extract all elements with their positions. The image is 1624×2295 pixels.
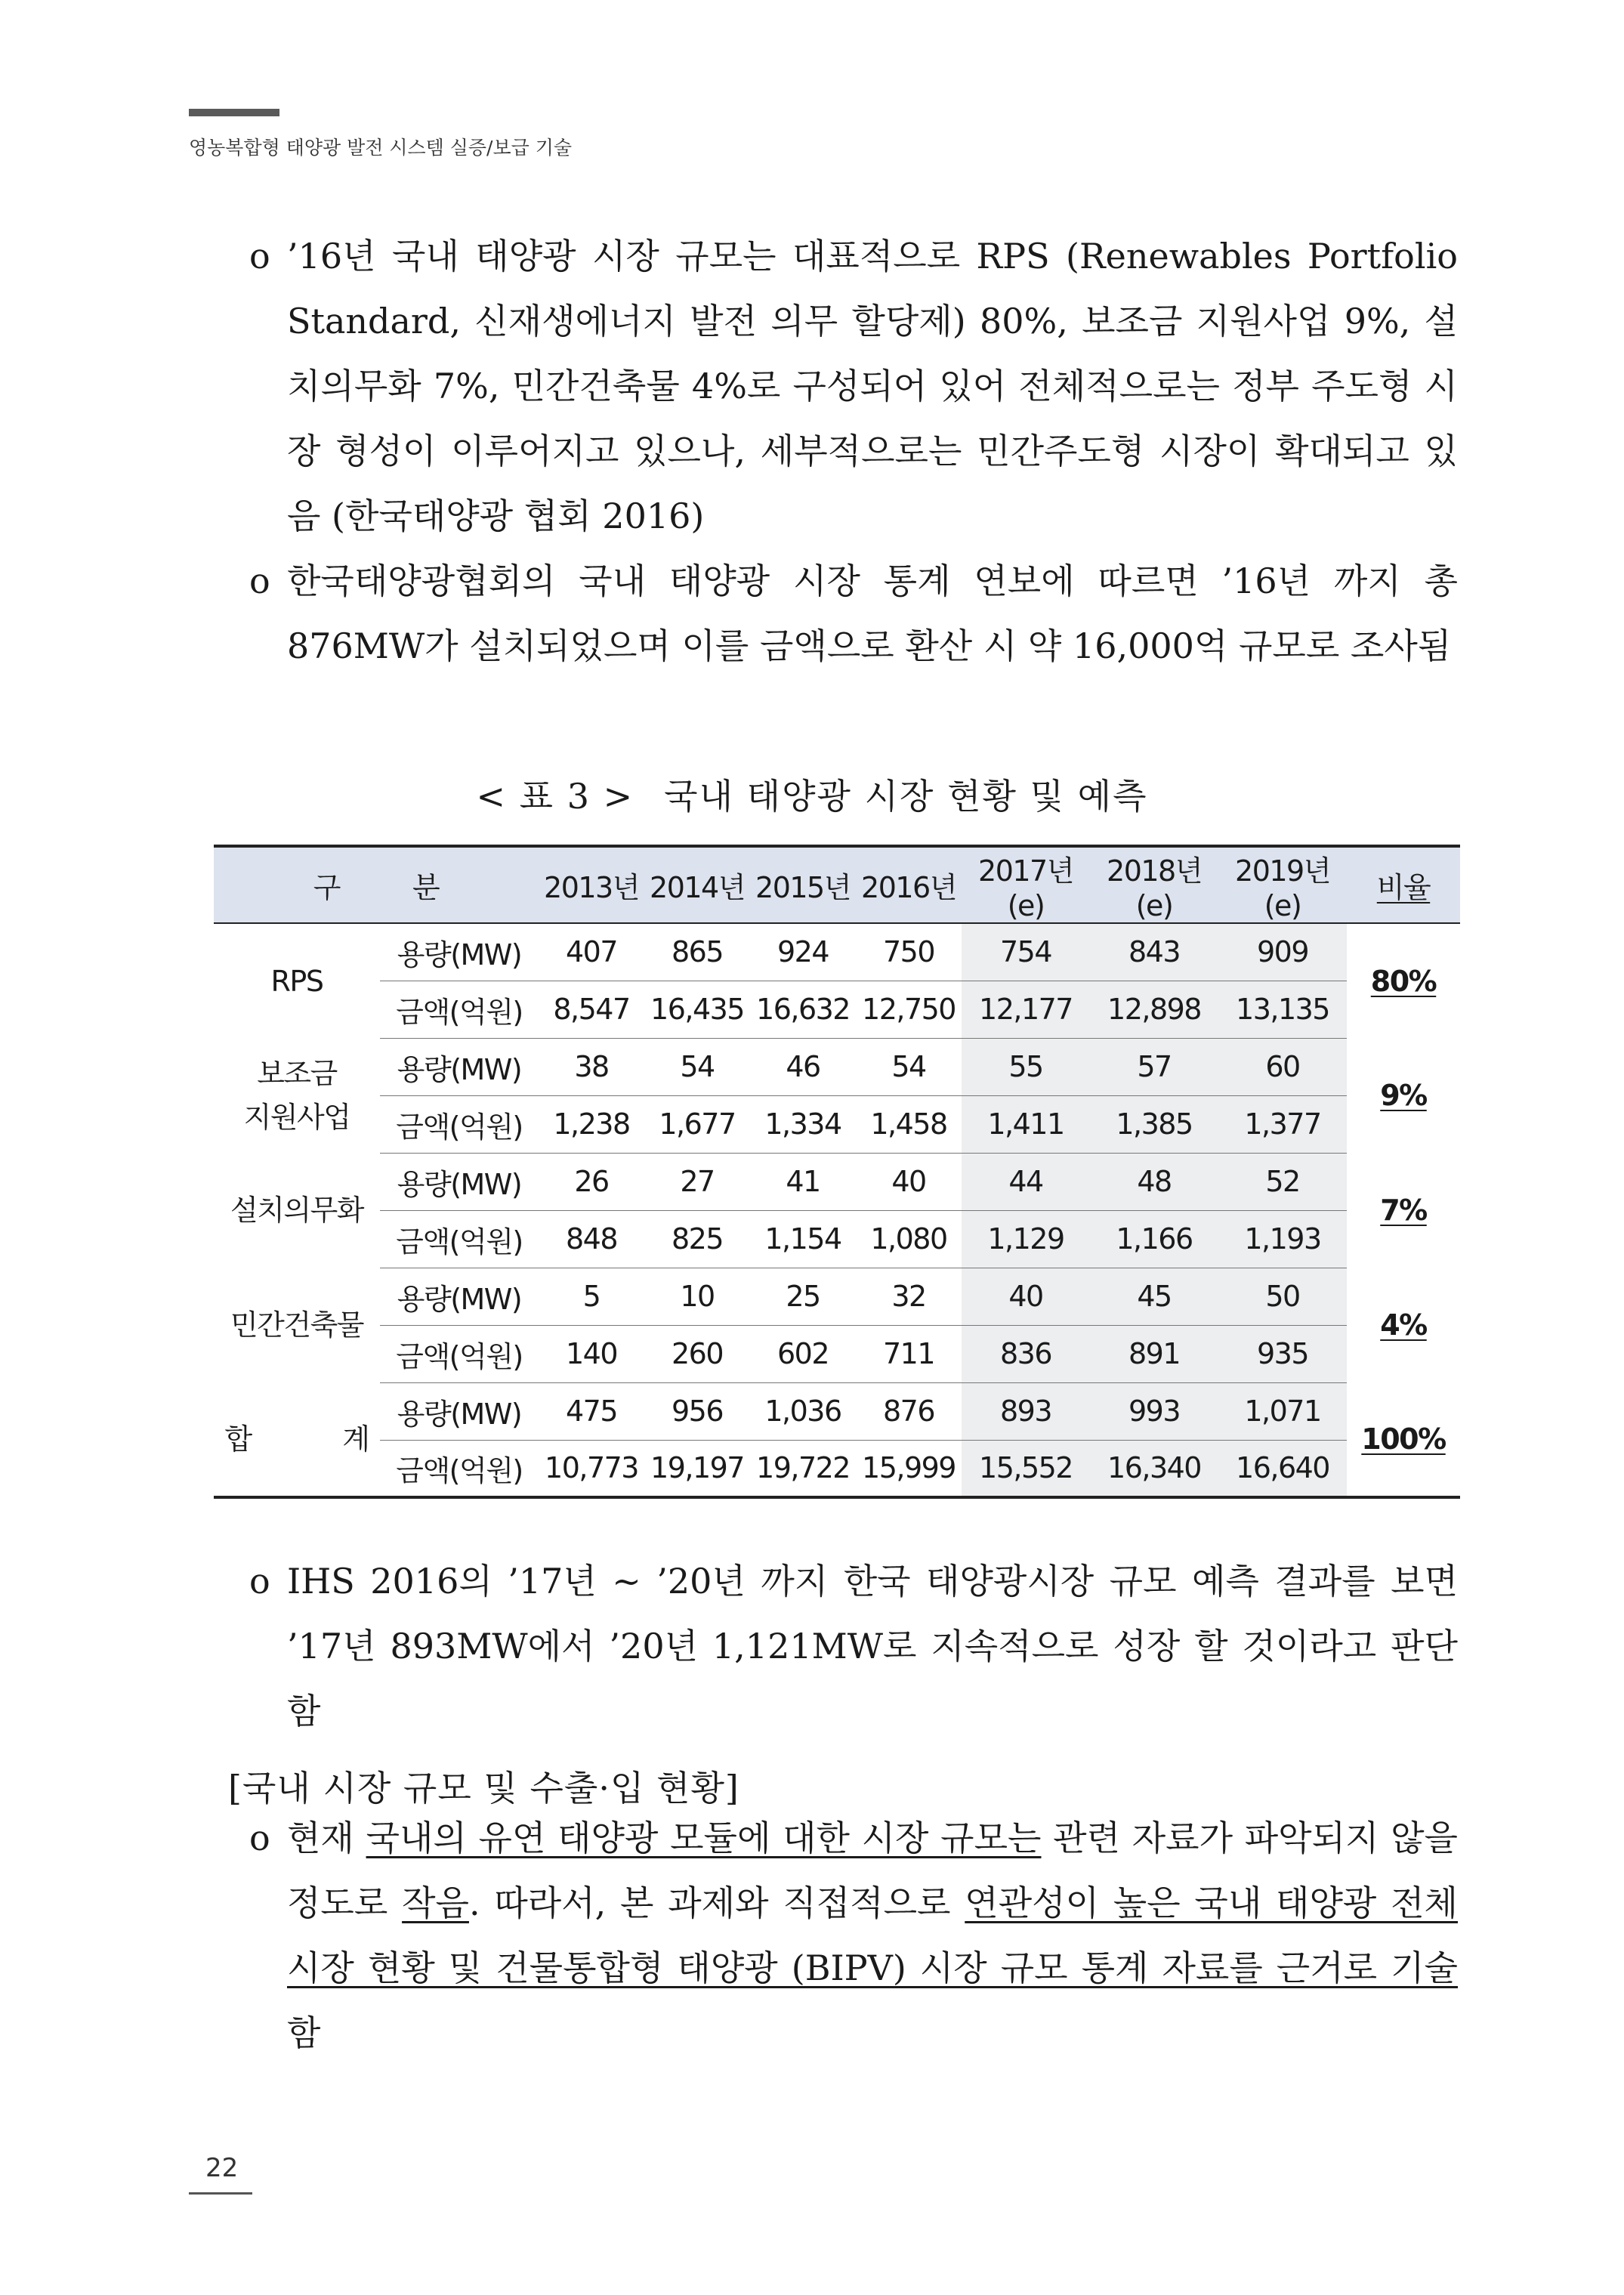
value-cell: 893 — [962, 1382, 1090, 1440]
category-cell: 민간건축물 — [230, 1308, 364, 1342]
value-cell: 44 — [962, 1153, 1090, 1210]
value-cell: 41 — [750, 1153, 856, 1210]
category-cell: 보조금 지원사업 — [243, 1057, 350, 1134]
bullet-text: 한국태양광협회의 국내 태양광 시장 통계 연보에 따르면 ’16년 까지 총 876MW가 설치되었으며 이를 금액으로 환산 시 약 16,000억 규모로 조사됨 — [287, 561, 1458, 666]
item-cell: 용량(MW) — [380, 923, 539, 981]
table-body — [214, 923, 1460, 1497]
value-cell: 5 — [539, 1268, 644, 1325]
ihs-bullet-block — [249, 1549, 1458, 1744]
value-cell: 1,154 — [750, 1210, 856, 1268]
value-cell: 836 — [962, 1325, 1090, 1382]
value-cell: 60 — [1218, 1038, 1347, 1095]
item-cell: 용량(MW) — [380, 1153, 539, 1210]
value-cell: 475 — [539, 1382, 644, 1440]
value-cell: 16,632 — [750, 981, 856, 1038]
header-year: 2013년 — [539, 846, 644, 923]
value-cell: 711 — [856, 1325, 962, 1382]
section-subheading: [국내 시장 규모 및 수출·입 현황] — [228, 1768, 739, 1809]
value-cell: 993 — [1090, 1382, 1218, 1440]
value-cell: 52 — [1218, 1153, 1347, 1210]
footer-rule — [189, 2192, 252, 2195]
value-cell: 407 — [539, 923, 644, 981]
ratio-cell: 80% — [1370, 964, 1437, 998]
item-cell: 용량(MW) — [380, 1268, 539, 1325]
value-cell: 865 — [644, 923, 750, 981]
value-cell: 16,435 — [644, 981, 750, 1038]
value-cell: 25 — [750, 1268, 856, 1325]
value-cell: 1,193 — [1218, 1210, 1347, 1268]
ratio-cell: 4% — [1380, 1308, 1427, 1342]
value-cell: 12,898 — [1090, 981, 1218, 1038]
item-cell: 용량(MW) — [380, 1382, 539, 1440]
bullet-ihs-forecast — [249, 1549, 1458, 1744]
header-year: 2016년 — [856, 846, 962, 923]
table-row — [214, 1382, 1460, 1440]
header-year: 2014년 — [644, 846, 750, 923]
bullet-text: ’16년 국내 태양광 시장 규모는 대표적으로 RPS (Renewables Portfolio Standard, 신재생에너지 발전 의무 할당제) 80%, 보조금 지원사업 9%, 설치의무화 7%, 민간건축물 4%로 구성되어 있어 전체적으로는 정부 주도형 시장 형성이 이루어지고 있으나, 세부적으로는 민간주도형 시장이 확대되고 있음 (한국태양광 협회 2016) — [287, 236, 1458, 536]
value-cell: 1,385 — [1090, 1095, 1218, 1153]
value-cell: 50 — [1218, 1268, 1347, 1325]
table-row — [214, 1325, 1460, 1382]
header-year: 2019년(e) — [1218, 846, 1347, 923]
item-cell: 용량(MW) — [380, 1038, 539, 1095]
value-cell: 1,677 — [644, 1095, 750, 1153]
category-cell: 설치의무화 — [230, 1194, 364, 1227]
value-cell: 12,750 — [856, 981, 962, 1038]
value-cell: 1,166 — [1090, 1210, 1218, 1268]
value-cell: 1,071 — [1218, 1382, 1347, 1440]
table-row — [214, 923, 1460, 981]
item-cell: 금액(억원) — [380, 981, 539, 1038]
table-header-row — [214, 846, 1460, 923]
table-row — [214, 1268, 1460, 1325]
value-cell: 956 — [644, 1382, 750, 1440]
bullet-flexible-module-market — [249, 1805, 1458, 2065]
value-cell: 55 — [962, 1038, 1090, 1095]
value-cell: 19,197 — [650, 1451, 744, 1485]
header-rule — [189, 109, 279, 116]
item-cell: 금액(억원) — [396, 1453, 523, 1487]
value-cell: 48 — [1090, 1153, 1218, 1210]
value-cell: 32 — [856, 1268, 962, 1325]
table-caption — [0, 769, 1624, 819]
table-row — [214, 1095, 1460, 1153]
value-cell: 26 — [539, 1153, 644, 1210]
item-cell: 금액(억원) — [380, 1095, 539, 1153]
value-cell: 602 — [750, 1325, 856, 1382]
header-category: 구 분 — [214, 846, 539, 923]
table-row — [214, 981, 1460, 1038]
bullet-marker: o — [249, 1561, 270, 1602]
header-year: 2015년 — [750, 846, 856, 923]
bullet-marker: o — [249, 1818, 270, 1858]
value-cell: 848 — [539, 1210, 644, 1268]
value-cell: 12,177 — [962, 981, 1090, 1038]
value-cell: 1,238 — [539, 1095, 644, 1153]
value-cell: 16,340 — [1090, 1440, 1218, 1497]
value-cell: 140 — [539, 1325, 644, 1382]
value-cell: 909 — [1218, 923, 1347, 981]
item-cell: 금액(억원) — [380, 1325, 539, 1382]
value-cell: 40 — [856, 1153, 962, 1210]
header-year: 2018년(e) — [1090, 846, 1218, 923]
running-header: 영농복합형 태양광 발전 시스템 실증/보급 기술 — [189, 137, 573, 159]
ratio-cell: 100% — [1361, 1422, 1446, 1456]
table-row — [214, 1153, 1460, 1210]
header-year: 2017년(e) — [962, 846, 1090, 923]
bullet-rps-market — [249, 224, 1458, 548]
top-bullets — [249, 224, 1458, 678]
value-cell: 16,640 — [1218, 1440, 1347, 1497]
value-cell: 1,458 — [856, 1095, 962, 1153]
table-row — [214, 1210, 1460, 1268]
bullet-text: 현재 국내의 유연 태양광 모듈에 대한 시장 규모는 관련 자료가 파악되지 않을 정도로 작음. 따라서, 본 과제와 직접적으로 연관성이 높은 국내 태양광 전체 시장 현황 및 건물통합형 태양광 (BIPV) 시장 규모 통계 자료를 근거로 기술함 — [287, 1818, 1458, 2053]
value-cell: 54 — [856, 1038, 962, 1095]
value-cell: 924 — [750, 923, 856, 981]
value-cell: 19,722 — [756, 1451, 850, 1485]
value-cell: 754 — [962, 923, 1090, 981]
underlined-phrase: 연관성이 높은 국내 태양광 전체 시장 현황 및 건물통합형 태양광 (BIPV) 시장 규모 통계 자료를 근거로 기술 — [287, 1883, 1458, 1988]
value-cell: 750 — [856, 923, 962, 981]
value-cell: 1,377 — [1218, 1095, 1347, 1153]
bullet-installed-capacity — [249, 548, 1458, 678]
value-cell: 825 — [644, 1210, 750, 1268]
value-cell: 1,129 — [962, 1210, 1090, 1268]
ratio-cell: 7% — [1380, 1194, 1427, 1227]
value-cell: 260 — [644, 1325, 750, 1382]
value-cell: 15,552 — [962, 1440, 1090, 1497]
value-cell: 8,547 — [539, 981, 644, 1038]
underlined-phrase: 국내의 유연 태양광 모듈에 대한 시장 규모는 — [366, 1818, 1042, 1858]
bullet-text: IHS 2016의 ’17년 ~ ’20년 까지 한국 태양광시장 규모 예측 결과를 보면 ’17년 893MW에서 ’20년 1,121MW로 지속적으로 성장 할 것이라고 판단 함 — [287, 1561, 1458, 1731]
page-number: 22 — [205, 2153, 239, 2183]
header-ratio: 비율 — [1347, 846, 1460, 923]
value-cell: 13,135 — [1218, 981, 1347, 1038]
underlined-phrase: 작음 — [402, 1883, 469, 1923]
value-cell: 891 — [1090, 1325, 1218, 1382]
value-cell: 843 — [1090, 923, 1218, 981]
bullet-marker: o — [249, 561, 270, 601]
value-cell: 1,080 — [856, 1210, 962, 1268]
value-cell: 46 — [750, 1038, 856, 1095]
bullet-marker: o — [249, 236, 270, 276]
table-row — [214, 1038, 1460, 1095]
market-table — [214, 845, 1460, 1499]
value-cell: 38 — [539, 1038, 644, 1095]
value-cell: 40 — [962, 1268, 1090, 1325]
value-cell: 1,411 — [962, 1095, 1090, 1153]
value-cell: 15,999 — [862, 1451, 956, 1485]
final-bullet-block — [249, 1805, 1458, 2065]
value-cell: 1,334 — [750, 1095, 856, 1153]
item-cell: 금액(억원) — [380, 1210, 539, 1268]
category-cell: 합 계 — [224, 1422, 369, 1456]
category-cell: RPS — [270, 964, 323, 998]
value-cell: 57 — [1090, 1038, 1218, 1095]
value-cell: 10,773 — [545, 1451, 638, 1485]
table-caption-label: < 표 3 > — [476, 776, 634, 817]
value-cell: 10 — [644, 1268, 750, 1325]
value-cell: 54 — [644, 1038, 750, 1095]
table-caption-title: 국내 태양광 시장 현황 및 예측 — [664, 776, 1148, 817]
value-cell: 876 — [856, 1382, 962, 1440]
ratio-cell: 9% — [1380, 1079, 1427, 1112]
table-row — [214, 1440, 1460, 1497]
value-cell: 45 — [1090, 1268, 1218, 1325]
value-cell: 27 — [644, 1153, 750, 1210]
value-cell: 1,036 — [750, 1382, 856, 1440]
value-cell: 935 — [1218, 1325, 1347, 1382]
